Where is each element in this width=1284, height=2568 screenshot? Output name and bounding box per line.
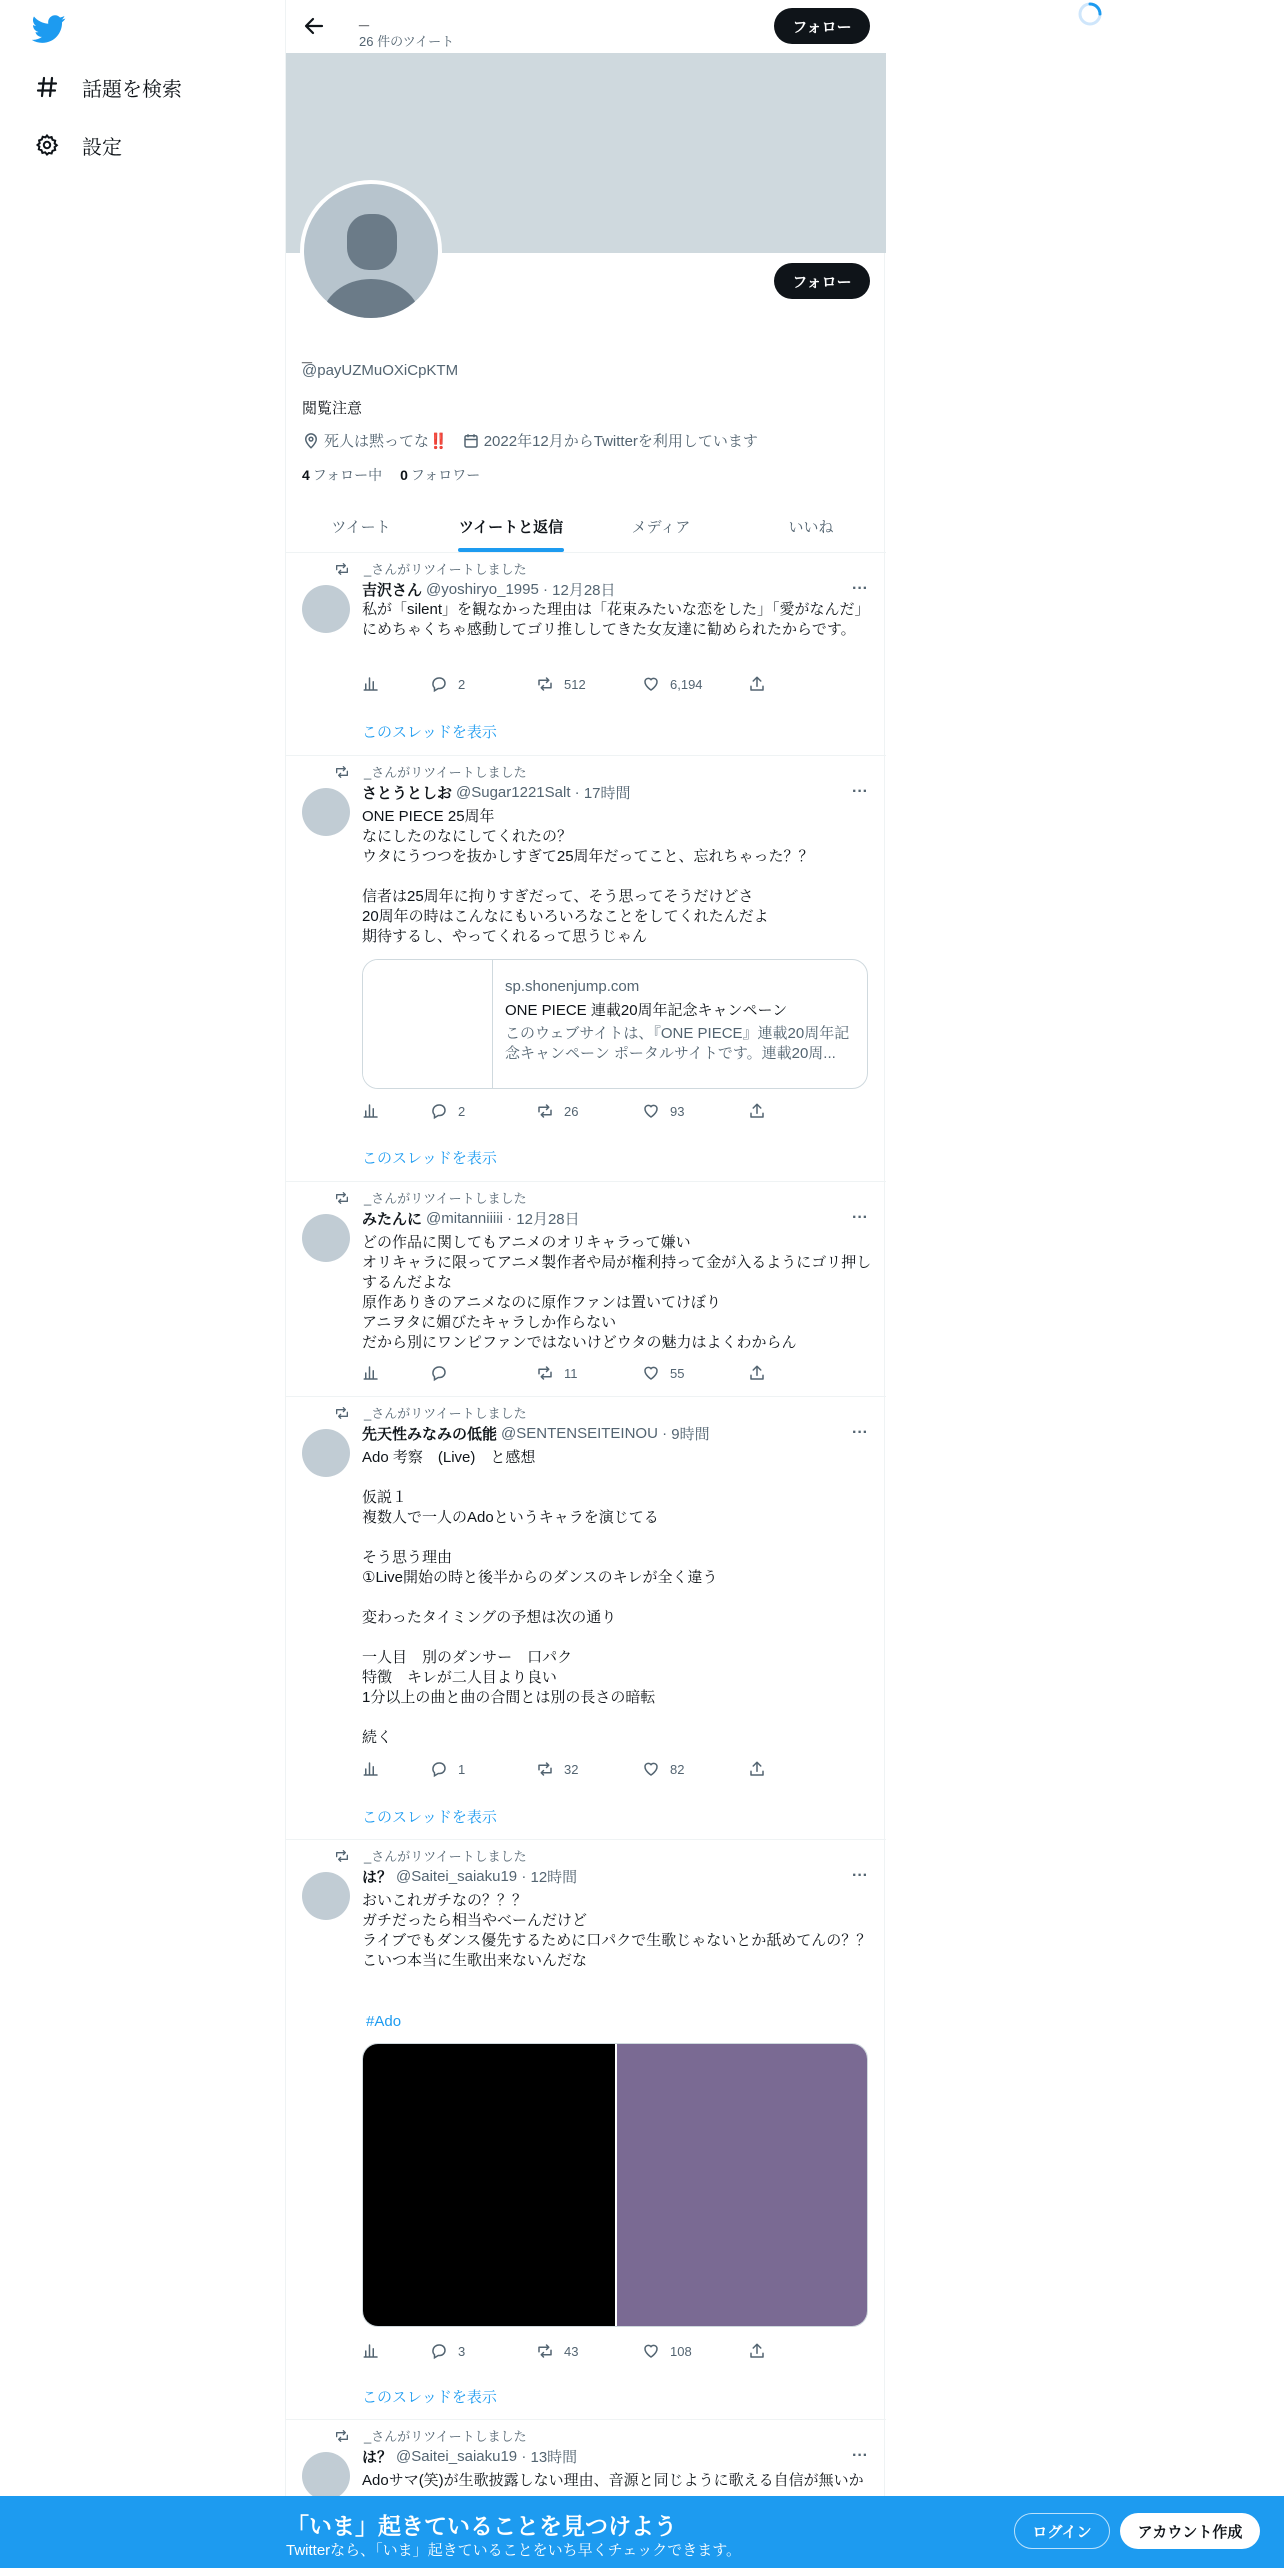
tweet-text: Adoサマ(笑)が生歌披露しない理由、音源と同じように歌える自信が無いか	[362, 2472, 864, 2489]
tweet-text: ONE PIECE 25周年 なにしたのなにしてくれたの？ ウタにうつつを抜かしすぎて25周年だってこと、忘れちゃった？？ 信者は25周年に拘りすぎだって、そう思ってそうだけどさ 20周年の時はこんなにもいろいろなことをしてくれたんだよ 期待するし、やってくれるって思うじゃん	[362, 808, 814, 945]
media-image[interactable]	[617, 2044, 867, 2326]
tab-tweets-and-replies[interactable]: ツイートと返信	[436, 500, 586, 552]
retweet-button[interactable]: 43	[536, 2342, 642, 2360]
link-card-domain: sp.shonenjump.com	[505, 978, 640, 995]
link-card-thumbnail	[363, 960, 493, 1089]
more-icon[interactable]: ···	[852, 2447, 868, 2464]
tweet-time[interactable]: 9時間	[671, 1426, 710, 1443]
tweet-header: 吉沢さん @yoshiryo_1995 · 12月28日	[362, 581, 616, 599]
author-name[interactable]: 先天性みなみの低能	[362, 1426, 498, 1443]
calendar-icon	[462, 432, 480, 450]
profile-joined-text: 2022年12月からTwitterを利用しています	[483, 433, 758, 450]
tweet-text: おいこれガチなの？？？ ガチだったら相当やべーんだけど ライブでもダンス優先するために口パクで生歌じゃないとか舐めてんの？？ こいつ本当に生歌出来ないんだな	[362, 1892, 872, 1969]
tweet-actions	[362, 2342, 782, 2360]
more-icon[interactable]: ···	[852, 1424, 868, 1441]
retweet-button[interactable]: 32	[536, 1760, 642, 1778]
retweet-context: _さんがリツイートしました	[334, 2426, 527, 2445]
retweet-context: _さんがリツイートしました	[334, 559, 527, 578]
profile-tabs	[286, 500, 886, 553]
nav-explore[interactable]	[34, 67, 182, 107]
tweet-actions	[362, 1102, 782, 1120]
analytics-icon[interactable]	[362, 1364, 430, 1382]
profile-meta	[302, 430, 772, 451]
retweet-icon	[536, 675, 554, 693]
default-avatar-icon	[304, 184, 438, 318]
author-name[interactable]: みたんに	[362, 1211, 423, 1228]
retweet-context: _さんがリツイートしました	[334, 1846, 527, 1865]
profile-joined	[462, 430, 758, 451]
more-icon[interactable]: ···	[852, 1209, 868, 1226]
more-icon[interactable]: ···	[852, 783, 868, 800]
reply-icon	[430, 675, 448, 693]
main-column	[285, 0, 885, 2568]
tweet[interactable]	[286, 1840, 886, 2420]
retweet-small-icon	[334, 1848, 350, 1864]
left-nav	[0, 0, 285, 2568]
reply-icon	[430, 2342, 448, 2360]
author-handle[interactable]: @SENTENSEITEINOU	[501, 1425, 658, 1442]
analytics-icon[interactable]	[362, 1102, 430, 1120]
show-thread-link[interactable]: このスレッドを表示	[362, 1150, 497, 1167]
avatar[interactable]	[302, 585, 350, 633]
show-thread-link[interactable]: このスレッドを表示	[362, 2389, 497, 2406]
tweet-time[interactable]: 12月28日	[516, 1211, 580, 1228]
following-link[interactable]: 4 フォロー中	[302, 467, 383, 483]
analytics-icon[interactable]	[362, 675, 430, 693]
tweet-actions	[362, 675, 782, 693]
profile-follow-stats	[302, 465, 498, 485]
profile-name: _	[302, 345, 313, 365]
avatar[interactable]	[302, 1429, 350, 1477]
heart-icon	[642, 2342, 660, 2360]
profile-avatar[interactable]	[300, 180, 442, 322]
retweet-icon	[536, 1760, 554, 1778]
tweet-header: みたんに @mitanniiiii · 12月28日	[362, 1210, 580, 1228]
gear-icon	[34, 132, 60, 158]
reply-button[interactable]: 2	[430, 675, 536, 693]
more-icon[interactable]: ···	[852, 580, 868, 597]
retweet-small-icon	[334, 2428, 350, 2444]
tweet[interactable]	[286, 756, 886, 1182]
tweet-header: は？ @Saitei_saiaku19 · 13時間	[362, 2448, 578, 2466]
profile-location-text: 死人は黙ってな	[324, 433, 430, 450]
signup-banner-subtitle: Twitterなら、「いま」起きていることをいち早くチェックできます。	[286, 2542, 742, 2559]
tweet-actions	[362, 1760, 782, 1778]
retweet-button[interactable]: 11	[536, 1364, 642, 1382]
heart-icon	[642, 1760, 660, 1778]
signup-banner-title: 「いま」起きていることを見つけよう	[286, 2513, 677, 2539]
header-follow-button[interactable]: フォロー	[774, 8, 870, 44]
tweet-text: どの作品に関してもアニメのオリキャラって嫌い オリキャラに限ってアニメ製作者や局が権利持って金が入るようにゴリ押しするんだよな 原作ありきのアニメなのに原作ファンは置いてけぼり アニヲタに媚びたキャラしか作らない だから別にワンピファンではないけどウタの魅力はよくわからん	[362, 1234, 872, 1351]
followers-link[interactable]: 0 フォロワー	[400, 467, 481, 483]
retweet-button[interactable]: 26	[536, 1102, 642, 1120]
tweet-time[interactable]: 12時間	[530, 1869, 578, 1886]
media-grid[interactable]	[362, 2043, 868, 2327]
reply-icon	[430, 1102, 448, 1120]
tweet-header: は？ @Saitei_saiaku19 · 12時間	[362, 1868, 578, 1886]
retweet-context: _さんがリツイートしました	[334, 762, 527, 781]
reply-button[interactable]	[430, 1364, 536, 1382]
author-handle[interactable]: @Saitei_saiaku19	[396, 1868, 518, 1885]
share-icon[interactable]	[748, 675, 776, 693]
avatar[interactable]	[302, 788, 350, 836]
retweet-small-icon	[334, 1405, 350, 1421]
profile-bio: 閲覧注意	[302, 400, 363, 417]
retweet-icon	[536, 1364, 554, 1382]
profile-follow-button[interactable]: フォロー	[774, 263, 870, 299]
tweet-text: Ado 考察 (Live) と感想 仮説１ 複数人で一人のAdoというキャラを演じてる そう思う理由 ①Live開始の時と後半からのダンスのキレが全く違う 変わったタイミングの予想は次の通り 一人目 別のダンサー 口パク 特徴 キレが二人目より良い 1分以上の曲と曲の合間とは別の長さの暗転 続く	[362, 1449, 718, 1746]
tweet-text: 私が「silent」を観なかった理由は「花束みたいな恋をした」「愛がなんだ」にめちゃくちゃ感動してゴリ推ししてきた女友達に勧められたからです。	[362, 601, 870, 638]
share-icon[interactable]	[748, 1760, 776, 1778]
share-icon[interactable]	[748, 2342, 776, 2360]
author-handle[interactable]: @Sugar1221Salt	[456, 784, 571, 801]
tweet-actions	[362, 1364, 782, 1382]
retweet-context: _さんがリツイートしました	[334, 1188, 527, 1207]
nav-settings[interactable]	[34, 125, 122, 165]
retweet-small-icon	[334, 1190, 350, 1206]
header-profile-name: _	[359, 8, 370, 28]
author-handle[interactable]: @Saitei_saiaku19	[396, 2448, 518, 2465]
location-pin-icon	[302, 432, 320, 450]
location-emoji: ‼️	[429, 432, 448, 450]
profile-handle: @payUZMuOXiCpKTM	[302, 362, 459, 379]
tweet[interactable]	[286, 553, 886, 756]
share-icon[interactable]	[748, 1364, 776, 1382]
tweet-time[interactable]: 17時間	[583, 785, 631, 802]
analytics-icon[interactable]	[362, 1760, 430, 1778]
hashtag-icon	[34, 74, 60, 100]
tweet-header: さとうとしお @Sugar1221Salt · 17時間	[362, 784, 631, 802]
tweet-header: 先天性みなみの低能 @SENTENSEITEINOU · 9時間	[362, 1425, 710, 1443]
create-account-button[interactable]: アカウント作成	[1120, 2513, 1260, 2549]
like-button[interactable]: 108	[642, 2342, 748, 2360]
nav-explore-label: 話題を検索	[82, 78, 182, 101]
analytics-icon[interactable]	[362, 2342, 430, 2360]
retweet-button[interactable]: 512	[536, 675, 642, 693]
profile-header-bar	[286, 0, 886, 53]
author-name[interactable]: は？	[362, 2449, 393, 2466]
reply-button[interactable]: 1	[430, 1760, 536, 1778]
login-button[interactable]: ログイン	[1014, 2513, 1110, 2549]
hashtag-link[interactable]: #Ado	[366, 2013, 402, 2030]
heart-icon	[642, 675, 660, 693]
like-button[interactable]: 55	[642, 1364, 748, 1382]
link-card-title: ONE PIECE 連載20周年記念キャンペーン	[505, 1002, 788, 1019]
tweet[interactable]	[286, 1397, 886, 1840]
loading-spinner-icon	[1077, 1, 1103, 27]
heart-icon	[642, 1102, 660, 1120]
link-card-description: このウェブサイトは、『ONE PIECE』連載20周年記念キャンペーン ポータルサイトです。連載20周...	[505, 1025, 850, 1062]
like-button[interactable]: 93	[642, 1102, 748, 1120]
link-card[interactable]	[362, 959, 868, 1089]
reply-button[interactable]: 2	[430, 1102, 536, 1120]
header-tweet-count: 26 件のツイート	[359, 34, 455, 49]
show-thread-link[interactable]: このスレッドを表示	[362, 1809, 497, 1826]
share-icon[interactable]	[748, 1102, 776, 1120]
retweet-icon	[536, 2342, 554, 2360]
author-name[interactable]: 吉沢さん	[362, 582, 423, 599]
reply-button[interactable]: 3	[430, 2342, 536, 2360]
twitter-bird-icon[interactable]	[32, 12, 66, 46]
author-handle[interactable]: @mitanniiiii	[426, 1210, 503, 1227]
retweet-small-icon	[334, 764, 350, 780]
tweet[interactable]	[286, 1182, 886, 1397]
tab-media[interactable]: メディア	[631, 518, 691, 536]
author-name[interactable]: さとうとしお	[362, 785, 453, 802]
retweet-icon	[536, 1102, 554, 1120]
avatar[interactable]	[302, 2452, 350, 2500]
retweet-small-icon	[334, 561, 350, 577]
retweet-context: _さんがリツイートしました	[334, 1403, 527, 1422]
tweet-time[interactable]: 12月28日	[552, 582, 616, 599]
author-name[interactable]: は？	[362, 1869, 393, 1886]
more-icon[interactable]: ···	[852, 1867, 868, 1884]
back-arrow-icon[interactable]	[302, 14, 326, 38]
like-button[interactable]: 6,194	[642, 675, 748, 693]
tab-tweets[interactable]: ツイート	[331, 518, 391, 536]
tab-likes[interactable]: いいね	[788, 518, 834, 536]
show-thread-link[interactable]: このスレッドを表示	[362, 724, 497, 741]
avatar[interactable]	[302, 1872, 350, 1920]
avatar[interactable]	[302, 1214, 350, 1262]
signup-banner	[0, 2496, 1284, 2568]
tweet-time[interactable]: 13時間	[530, 2449, 578, 2466]
nav-settings-label: 設定	[82, 136, 122, 159]
media-image[interactable]	[363, 2044, 615, 2326]
like-button[interactable]: 82	[642, 1760, 748, 1778]
heart-icon	[642, 1364, 660, 1382]
profile-location	[302, 430, 448, 451]
reply-icon	[430, 1760, 448, 1778]
author-handle[interactable]: @yoshiryo_1995	[426, 581, 539, 598]
reply-icon	[430, 1364, 448, 1382]
